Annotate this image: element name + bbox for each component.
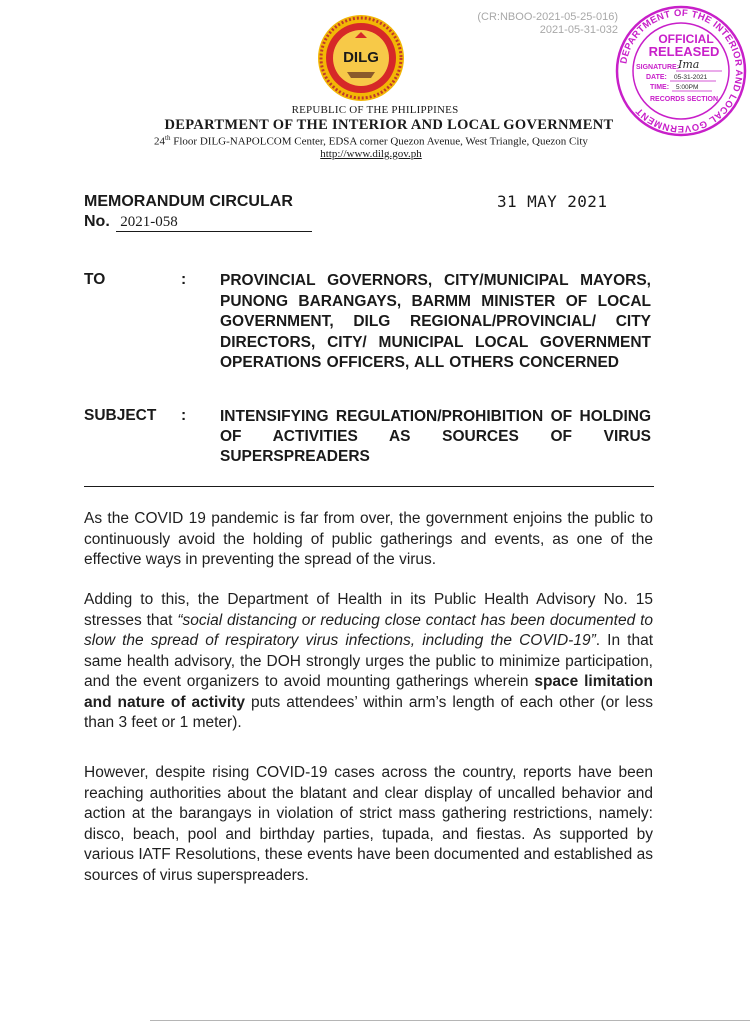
letterhead-url-row [0,148,746,160]
stamp-ring-text: DEPARTMENT OF THE INTERIOR AND LOCAL GOVERNMENT [618,7,745,135]
p2-intro: Adding to this, the Department of Health in its Public Health Advisory No. 15 stresses that [84,591,653,629]
letterhead-department: DEPARTMENT OF THE INTERIOR AND LOCAL GOVERNMENT [164,117,614,133]
memo-title: MEMORANDUM CIRCULAR [84,193,293,210]
p2-quote: “social distancing or reducing close contact has been documented to slow the spread of respiratory virus infections, including the COVID-19” [84,611,653,649]
stamp-official: OFFICIAL [658,32,714,46]
letterhead-republic: REPUBLIC OF THE PHILIPPINES [291,104,459,116]
stamp-signature-value: Ima [678,58,700,71]
dilg-seal-logo [317,14,405,102]
stamp-time-label: TIME: [650,84,670,91]
memo-number-label: No. [84,213,110,230]
stamp-date-value: 05-31-2021 [674,74,708,81]
tracking-code-text: (CR:NBOO-2021-05-25-016) [477,11,618,23]
stamp-signature-label: SIGNATURE: [636,64,680,71]
to-colon: : [181,271,187,288]
subject-text: INTENSIFYING REGULATION/PROHIBITION OF HOLDING OF ACTIVITIES AS SOURCES OF VIRUS SUPERSPREADERS [220,408,651,465]
body-paragraph-2 [84,590,653,734]
tracking-code [468,11,618,37]
header-divider [84,486,654,487]
subject-label: SUBJECT [84,407,157,424]
memo-number-row [84,213,312,232]
tracking-date-code: 2021-05-31-032 [539,24,618,36]
p2-middle: . In that same health advisory, the DOH strongly urges the public to minimize participation, and the event organizers to avoid mounting gatherings wherein [84,632,654,690]
stamp-released: RELEASED [648,44,720,59]
body-paragraph-1: As the COVID 19 pandemic is far from over, the government enjoins the public to continuously avoid the holding of public gatherings and events, as one of the effective ways in preventing the spread of the virus. [84,510,653,568]
seal-text: DILG [343,49,379,66]
memo-number-value: 2021-058 [116,214,312,232]
stamp-time-value: 5:00PM [676,84,699,91]
p2-end: puts attendees’ within arm’s length of each other (or less than 3 feet or 1 meter). [84,693,653,731]
stamp-section: RECORDS SECTION [649,96,719,103]
to-label: TO [84,271,106,288]
address-floor-num: 24 [154,135,166,148]
subject-colon: : [181,407,187,424]
address-floor-sup: th [165,134,171,142]
to-recipients: PROVINCIAL GOVERNORS, CITY/MUNICIPAL MAYORS, PUNONG BARANGAYS, BARMM MINISTER OF LOCAL GOVERNMENT, DILG REGIONAL/PROVINCIAL/ CITY DIRECTORS, CITY/ MUNICIPAL LOCAL GOVERNMENT OPERATIONS OFFICERS, ALL OTHERS CONCERNED [220,272,651,371]
page-edge-line [150,1020,750,1021]
address-rest: Floor DILG-NAPOLCOM Center, EDSA corner Quezon Avenue, West Triangle, Quezon City [173,135,588,148]
letterhead-address [0,134,746,148]
body-paragraph-3: However, despite rising COVID-19 cases across the country, reports have been reaching authorities about the blatant and clear display of uncalled behavior and action at the barangays in violation of strict mass gathering restrictions, namely: disco, beach, pool and birthday parties, tupada, and fiestas. As supported by various IATF Resolutions, these events have been documented and established as sources of virus superspreaders. [84,764,653,884]
p2-bold: space limitation and nature of activity [84,673,653,711]
website-link[interactable]: http://www.dilg.gov.ph [320,148,422,160]
memo-date: 31 MAY 2021 [497,192,608,211]
stamp-date-label: DATE: [646,74,667,81]
